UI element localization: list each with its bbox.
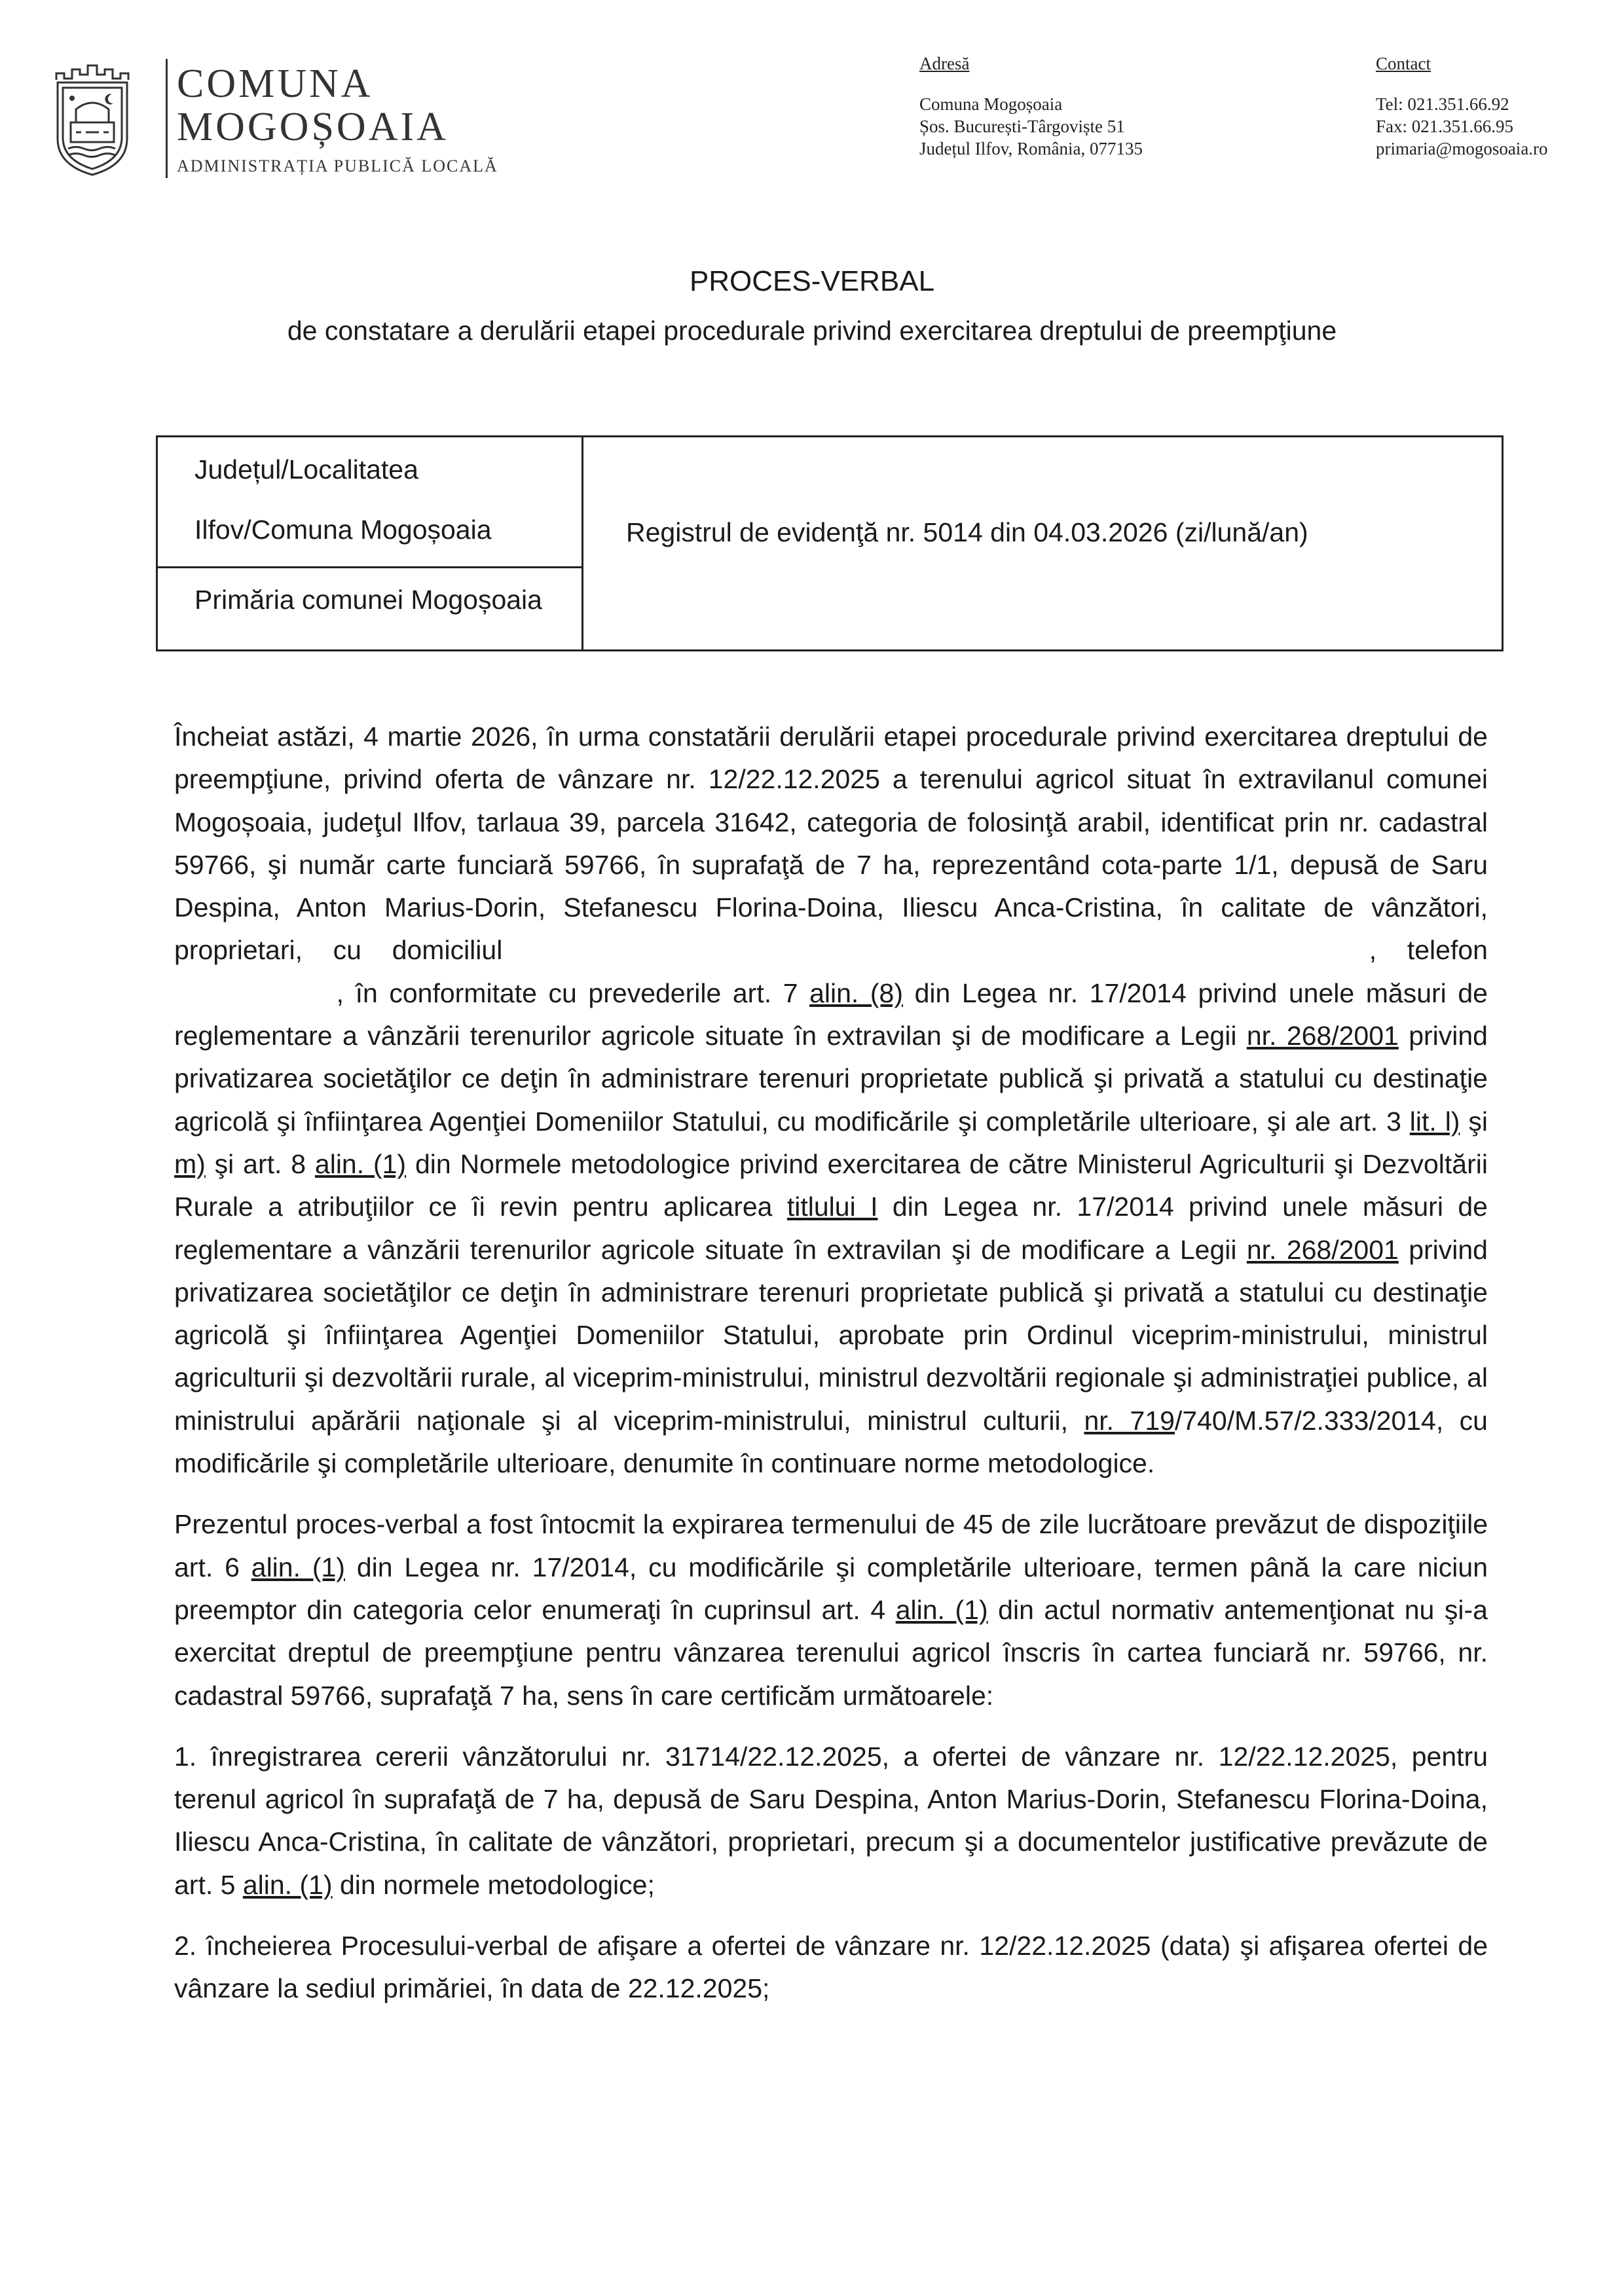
address-heading: Adresă (919, 54, 970, 73)
text: din Legea nr. 17/2014, cu modificările şi completările ulterioare, termen până la care niciun preemptor din categoria celor enumeraţi în cuprinsul art. 4 (174, 1552, 1488, 1625)
legal-reference-link: m) (174, 1148, 206, 1179)
institution-value: Primăria comunei Mogoșoaia (194, 585, 542, 615)
header-divider (166, 59, 168, 178)
legal-reference-link: alin. (1) (251, 1552, 345, 1582)
text: din Legea nr. 17/2014 privind unele măsuri de reglementare a vânzării terenurilor agricole situate în extravilan şi de modificare a Legii (174, 977, 1488, 1051)
legal-reference-link: alin. (8) (809, 977, 904, 1008)
contact-fax: Fax: 021.351.66.95 (1376, 117, 1514, 136)
text: Prezentul proces-verbal a fost întocmit la expirarea termenului de 45 de zile lucrătoare prevăzut de dispoziţiile art. 6 (174, 1509, 1488, 1582)
table-vertical-divider (581, 437, 583, 649)
text: din Normele metodologice privind exercitarea de către Ministerul Agriculturii şi Dezvoltării Rurale a atribuţiilor ce îi revin pentru aplicarea (174, 1148, 1488, 1222)
legal-reference-link: nr. 719 (1084, 1405, 1175, 1436)
text: şi (1468, 1106, 1488, 1137)
brand-line-2: MOGOȘOAIA (177, 105, 449, 149)
brand-block (177, 62, 498, 176)
text: , în conformitate cu prevederile art. 7 (336, 977, 798, 1008)
register-table (156, 435, 1504, 651)
text: 2. încheierea Procesului-verbal de afişare a ofertei de vânzare nr. 12/22.12.2025 (data) şi afişarea ofertei de vânzare la sediul primăriei, în data de 22.12.2025; (174, 1931, 1488, 2004)
text: , telefon (1369, 935, 1488, 966)
address-line: Comuna Mogoșoaia (919, 94, 1063, 114)
address-block (919, 52, 1143, 160)
locality-value: Ilfov/Comuna Mogoșoaia (194, 515, 492, 545)
paragraph-3 (174, 1736, 1488, 1906)
contact-phone: Tel: 021.351.66.92 (1376, 94, 1509, 114)
legal-reference-link: nr. 268/2001 (1246, 1234, 1399, 1265)
legal-reference-link: titlului I (786, 1192, 878, 1222)
register-entry: Registrul de evidenţă nr. 5014 din 04.03.2026 (zi/lună/an) (626, 517, 1308, 547)
document-subtitle: de constatare a derulării etapei procedurale privind exercitarea dreptului de preempţiune (287, 316, 1337, 346)
legal-reference-link: alin. (1) (314, 1148, 407, 1179)
text: /740/M.57/2.333/2014, cu modificările şi completările ulterioare, denumite în continuare norme metodologice. (174, 1405, 1488, 1479)
text: din Legea nr. 17/2014 privind unele măsuri de reglementare a vânzării terenurilor agricole situate în extravilan şi de modificare a Legii (174, 1192, 1488, 1265)
county-label: Județul/Localitatea (194, 454, 418, 484)
text: din actul normativ antemenţionat nu şi-a exercitat dreptul de preempţiune pentru vânzarea terenului agricol înscris în cartea funciară nr. 59766, nr. cadastral 59766, suprafaţă 7 ha, sens în care certificăm următoarele: (174, 1594, 1488, 1711)
text: 1. înregistrarea cererii vânzătorului nr. 31714/22.12.2025, a ofertei de vânzare nr. 12/22.12.2025, pentru terenul agricol în suprafaţă de 7 ha, depusă de Saru Despina, Anton Marius-Dorin, Stefanescu Florina-Doina, Iliescu Anca-Cristina, în calitate de vânzători, proprietari, precum şi a documentelor justificative prevăzute de art. 5 (174, 1741, 1488, 1900)
contact-heading: Contact (1376, 54, 1431, 73)
brand-line-1: COMUNA (177, 62, 373, 106)
table-horizontal-divider (158, 566, 583, 568)
text: privind privatizarea societăţilor ce deţin în administrare terenuri proprietate publică şi privată a statului cu destinaţie agricolă şi înfiinţarea Agenţiei Domeniilor Statului, cu modificările şi completările ulterioare, şi ale art. 3 (174, 1021, 1488, 1137)
legal-reference-link: lit. l) (1409, 1106, 1460, 1137)
text: din normele metodologice; (339, 1869, 655, 1900)
legal-reference-link: nr. 268/2001 (1246, 1021, 1399, 1051)
paragraph-4 (174, 1925, 1488, 2011)
contact-email: primaria@mogosoaia.ro (1376, 139, 1548, 158)
legal-reference-link: alin. (1) (895, 1594, 988, 1625)
address-line: Județul Ilfov, România, 077135 (919, 139, 1143, 158)
address-line: Șos. București-Târgoviște 51 (919, 117, 1125, 136)
paragraph-2 (174, 1503, 1488, 1717)
document-title: PROCES-VERBAL (689, 265, 935, 297)
commune-coat-of-arms-logo (50, 60, 135, 178)
text: privind privatizarea societăţilor ce deţin în administrare terenuri proprietate publică şi privată a statului cu destinaţie agricolă şi înfiinţarea Agenţiei Domeniilor Statului, aprobate prin Ordinul viceprim-ministrului, ministrul agriculturii şi dezvoltării rurale, al viceprim-ministrului, ministrul dezvoltării regionale şi administraţiei publice, al ministrului apărării naţionale şi al viceprim-ministrului, ministrul culturii, (174, 1234, 1488, 1436)
contact-block (1376, 52, 1548, 160)
document-body (174, 716, 1488, 2011)
text: şi art. 8 (214, 1148, 306, 1179)
paragraph-1 (174, 716, 1488, 1485)
legal-reference-link: alin. (1) (242, 1869, 333, 1900)
text: Încheiat astăzi, 4 martie 2026, în urma constatării derulării etapei procedurale privind exercitarea dreptului de preempţiune, privind oferta de vânzare nr. 12/22.12.2025 a terenului agricol situat în extravilanul comunei Mogoșoaia, judeţul Ilfov, tarlaua 39, parcela 31642, categoria de folosinţă arabil, identificat prin nr. cadastral 59766, şi număr carte funciară 59766, în suprafaţă de 7 ha, reprezentând cota-parte 1/1, depusă de Saru Despina, Anton Marius-Dorin, Stefanescu Florina-Doina, Iliescu Anca-Cristina, în calitate de vânzători, proprietari, cu domiciliul (174, 721, 1488, 966)
brand-line-3: ADMINISTRAȚIA PUBLICĂ LOCALĂ (177, 156, 498, 175)
